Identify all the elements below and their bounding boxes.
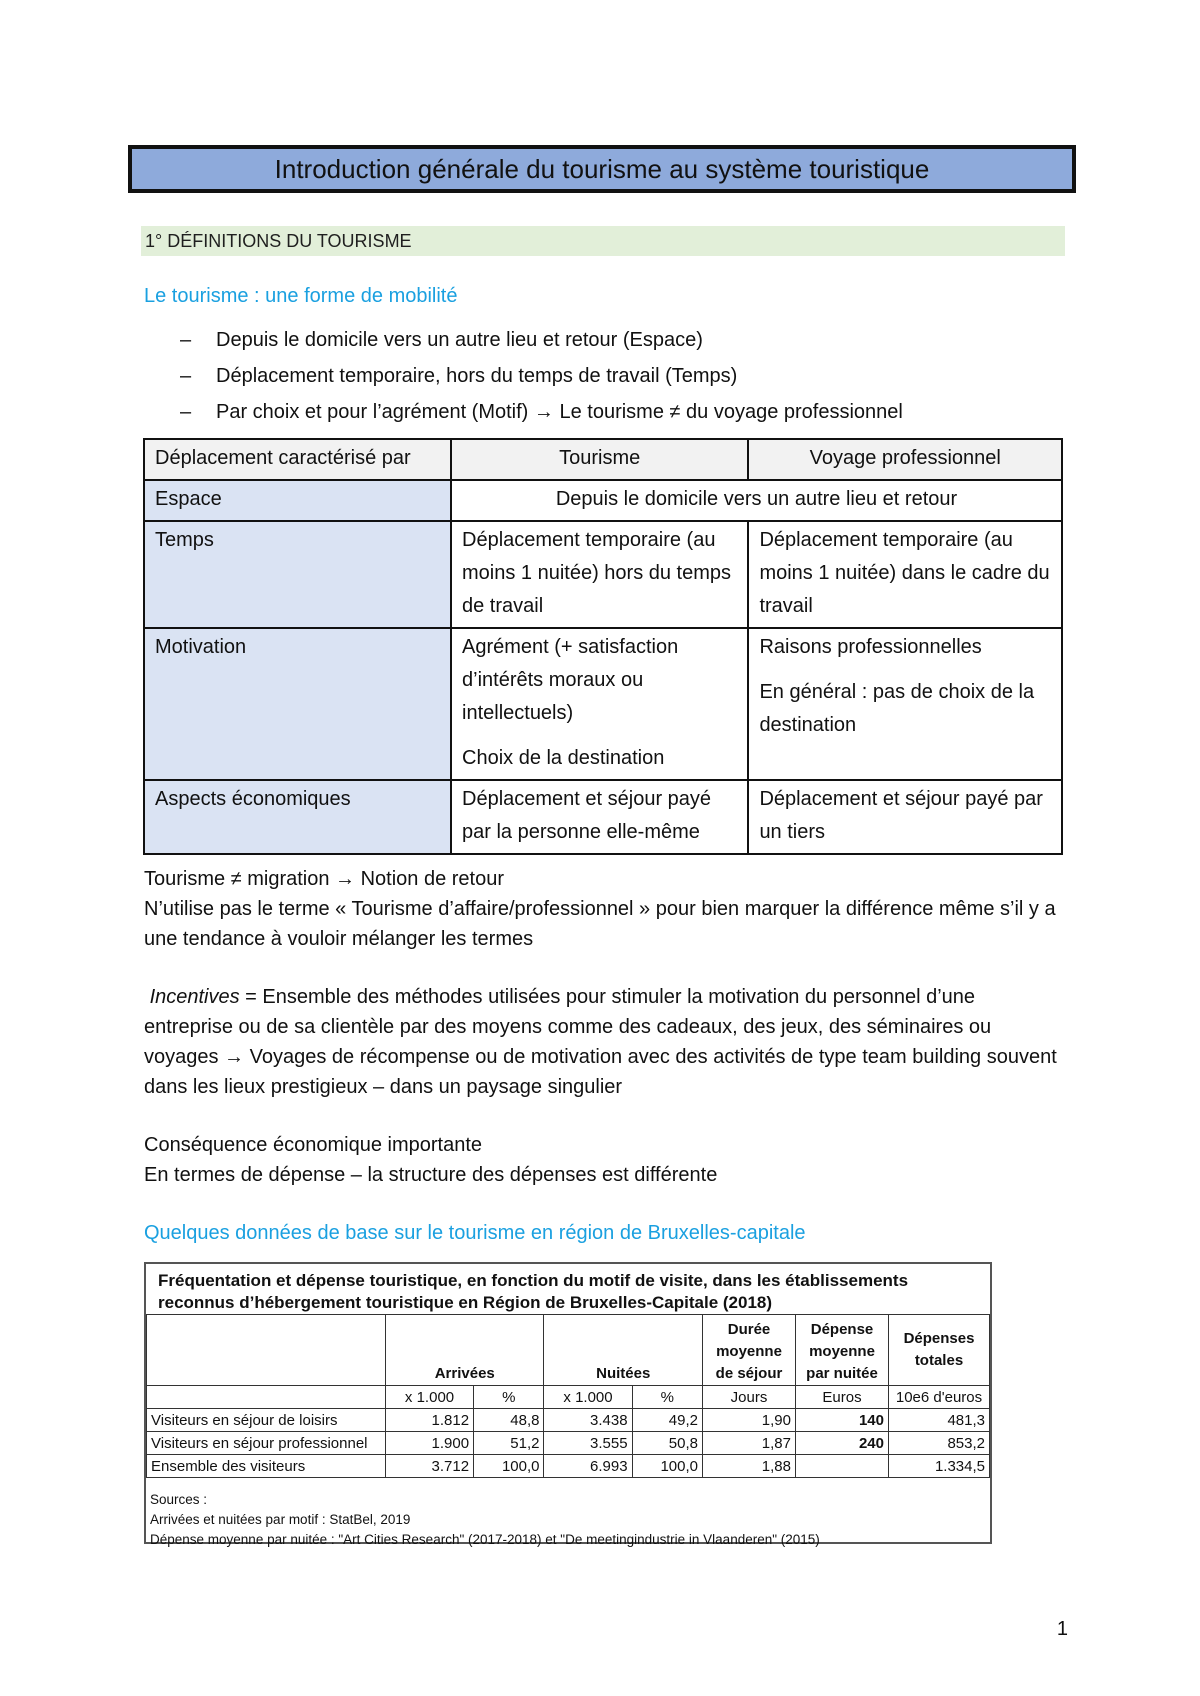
table-row: Ensemble des visiteurs 3.712 100,0 6.993 100,0 1,88 1.334,5 [147,1455,990,1478]
table-row: x 1.000 % x 1.000 % Jours Euros 10e6 d'euros [147,1386,990,1409]
header-cell: Nuitées [544,1315,703,1386]
statistics-table-image [144,1262,992,1547]
paragraph-migration: Tourisme ≠ migration → Notion de retour N’utilise pas le terme « Tourisme d’affaire/professionnel » pour bien marquer la différence même s’il y a une tendance à vouloir mélanger les termes [144,868,1056,950]
table-row [147,1315,990,1386]
header-cell: Dépense moyenne par nuitée [796,1315,889,1386]
header-cell: Voyage professionnel [748,439,1062,480]
subheading-brussels-data: Quelques données de base sur le tourisme en région de Bruxelles-capitale [144,1222,806,1244]
table-cell: Déplacement temporaire (au moins 1 nuitée) hors du temps de travail [451,521,748,628]
table-cell: Depuis le domicile vers un autre lieu et retour [451,480,1062,521]
table-row [144,439,1062,480]
header-cell: Déplacement caractérisé par [144,439,451,480]
table-row [144,628,1062,780]
statistics-table [146,1314,990,1478]
bullet-list [180,322,903,430]
header-cell: Durée moyenne de séjour [703,1315,796,1386]
row-label: Espace [144,480,451,521]
paragraph-economics: Conséquence économique importante En termes de dépense – la structure des dépenses est différente [144,1134,718,1186]
table-cell: Agrément (+ satisfaction d’intérêts moraux ou intellectuels) Choix de la destination [451,628,748,780]
row-label: Aspects économiques [144,780,451,854]
list-item: – Par choix et pour l’agrément (Motif) → Le tourisme ≠ du voyage professionnel [180,401,903,423]
table-cell: Déplacement et séjour payé par la personne elle-même [451,780,748,854]
table-row: Visiteurs en séjour de loisirs 1.812 48,8 3.438 49,2 1,90 140 481,3 [147,1409,990,1432]
list-item: – Déplacement temporaire, hors du temps de travail (Temps) [180,365,738,387]
paragraph-incentives: Incentives = Ensemble des méthodes utilisées pour stimuler la motivation du personnel d’une entreprise ou de sa clientèle par des moyens comme des cadeaux, des jeux, des séminaires ou voyages → Voyages de récompense ou de motivation avec des activités de type team building souvent dans les lieux prestigieux – dans un paysage singulier [144,986,1057,1098]
statistics-caption: Fréquentation et dépense touristique, en fonction du motif de visite, dans les établissements reconnus d’hébergement touristique en Région de Bruxelles-Capitale (2018) [158,1271,909,1312]
table-row [144,521,1062,628]
header-cell: Arrivées [386,1315,544,1386]
page-number: 1 [1056,1618,1068,1640]
definition-table [143,438,1063,855]
table-row [144,480,1062,521]
subheading-mobility: Le tourisme : une forme de mobilité [144,285,458,307]
section-heading: 1° DÉFINITIONS DU TOURISME [141,226,1065,256]
row-label: Temps [144,521,451,628]
table-cell: Déplacement temporaire (au moins 1 nuitée) dans le cadre du travail [748,521,1062,628]
table-row: Visiteurs en séjour professionnel 1.900 51,2 3.555 50,8 1,87 240 853,2 [147,1432,990,1455]
table-cell: Raisons professionnelles En général : pas de choix de la destination [748,628,1062,780]
list-item: – Depuis le domicile vers un autre lieu et retour (Espace) [180,329,703,351]
header-cell: Tourisme [451,439,748,480]
table-cell: Déplacement et séjour payé par un tiers [748,780,1062,854]
header-cell: Dépenses totales [889,1315,990,1386]
table-row [144,780,1062,854]
page-title: Introduction générale du tourisme au système touristique [128,145,1076,193]
sources-note: Sources : Arrivées et nuitées par motif : StatBel, 2019 Dépense moyenne par nuitée : "Art Cities Research" (2017-2018) et "De meetingindustrie in Vlaanderen" (2015) [150,1492,820,1547]
row-label: Motivation [144,628,451,780]
